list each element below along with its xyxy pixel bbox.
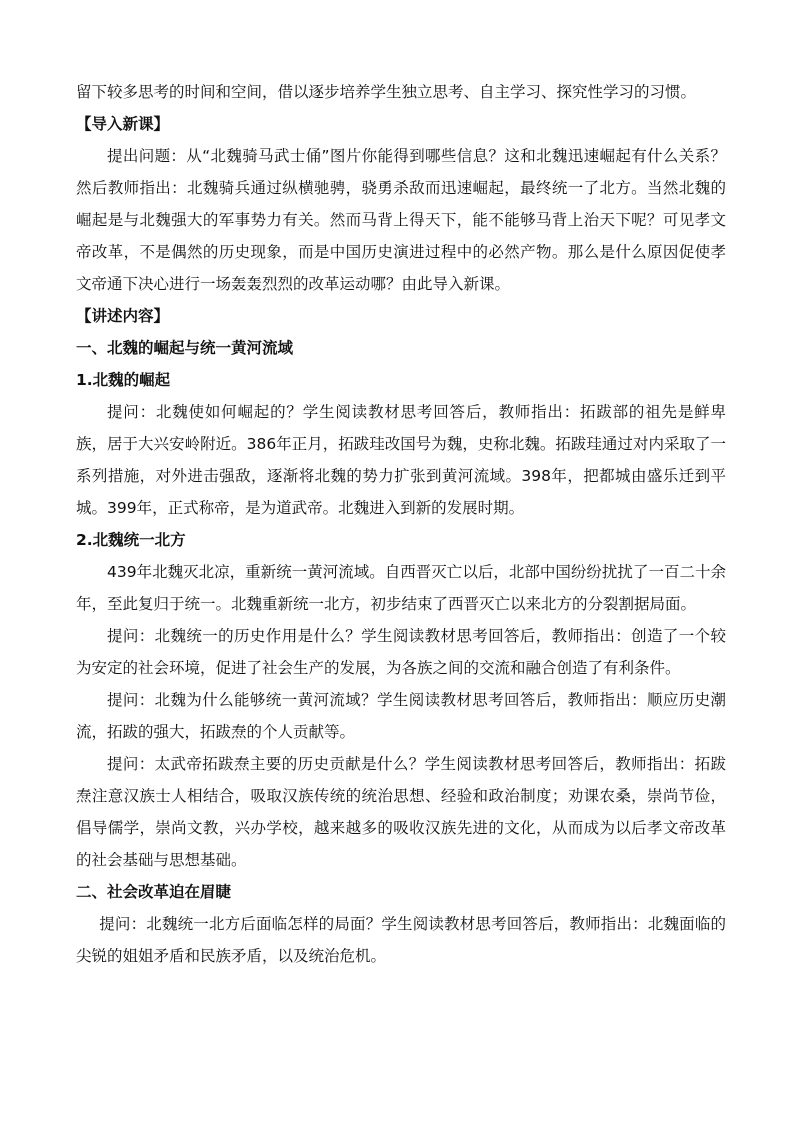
document-body <box>76 76 726 972</box>
section-heading-intro: 【导入新课】 <box>76 115 170 133</box>
heading-part-two: 二、社会改革迫在眉睫 <box>76 883 232 901</box>
subheading-unify: 2.北魏统一北方 <box>76 531 186 549</box>
paragraph-unify-reason: 提问：北魏为什么能够统一黄河流域？学生阅读教材思考回答后，教师指出：顺应历史潮流，拓跋的强大，拓跋焘的个人贡献等。 <box>76 691 726 741</box>
paragraph-reform-urgent: 提问：北魏统一北方后面临怎样的局面？学生阅读教材思考回答后，教师指出：北魏面临的尖锐的姐姐矛盾和民族矛盾，以及统治危机。 <box>76 915 726 965</box>
section-heading-content: 【讲述内容】 <box>76 307 170 325</box>
paragraph-unify: 439年北魏灭北凉，重新统一黄河流域。自西晋灭亡以后，北部中国纷纷扰扰了一百二十余年，至此复归于统一。北魏重新统一北方，初步结束了西晋灭亡以来北方的分裂割据局面。 <box>76 563 726 613</box>
paragraph-unify-role: 提问：北魏统一的历史作用是什么？学生阅读教材思考回答后，教师指出：创造了一个较为安定的社会环境，促进了社会生产的发展，为各族之间的交流和融合创造了有利条件。 <box>76 627 726 677</box>
heading-part-one: 一、北魏的崛起与统一黄河流域 <box>76 339 294 357</box>
paragraph-intro-question: 提出问题：从“北魏骑马武士俑”图片你能得到哪些信息？这和北魏迅速崛起有什么关系？然后教师指出：北魏骑兵通过纵横驰骋，骁勇杀敌而迅速崛起，最终统一了北方。当然北魏的崛起是与北魏强大的军事势力有关。然而马背上得天下，能不能够马背上治天下呢？可见孝文帝改革，不是偶然的历史现象，而是中国历史演进过程中的必然产物。那么是什么原因促使孝文帝通下决心进行一场轰轰烈烈的改革运动哪？由此导入新课。 <box>76 147 726 293</box>
paragraph-intro-continuation: 留下较多思考的时间和空间，借以逐步培养学生独立思考、自主学习、探究性学习的习惯。 <box>76 83 697 101</box>
subheading-rise: 1.北魏的崛起 <box>76 371 171 389</box>
paragraph-rise: 提问：北魏使如何崛起的？学生阅读教材思考回答后，教师指出：拓跋部的祖先是鲜卑族，居于大兴安岭附近。386年正月，拓跋珪改国号为魏，史称北魏。拓跋珪通过对内采取了一系列措施，对外进击强敌，逐渐将北魏的势力扩张到黄河流域。398年，把都城由盛乐迁到平城。399年，正式称帝，是为道武帝。北魏进入到新的发展时期。 <box>76 403 726 517</box>
paragraph-taiwu-contribution: 提问：太武帝拓跋焘主要的历史贡献是什么？学生阅读教材思考回答后，教师指出：拓跋焘注意汉族士人相结合，吸取汉族传统的统治思想、经验和政治制度；劝课农桑，崇尚节俭，倡导儒学，崇尚文教，兴办学校，越来越多的吸收汉族先进的文化，从而成为以后孝文帝改革的社会基础与思想基础。 <box>76 755 726 869</box>
